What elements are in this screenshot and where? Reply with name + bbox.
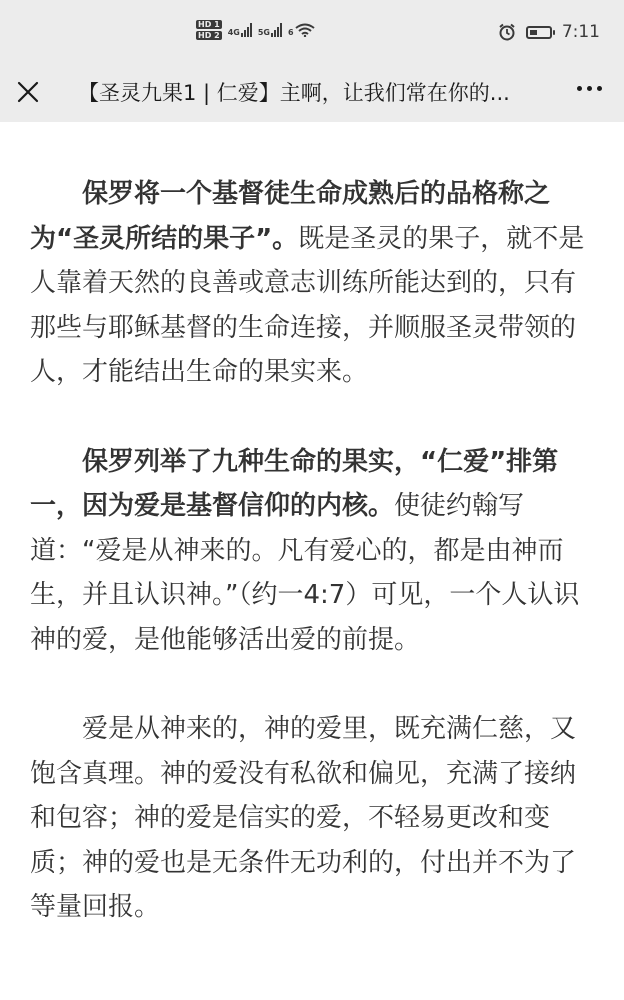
hd-badges <box>196 20 222 40</box>
status-bar <box>0 0 624 66</box>
more-options-button[interactable] <box>577 86 602 91</box>
signal-5g-icon <box>258 23 282 37</box>
status-left-icons <box>196 20 315 40</box>
page-title: 【圣灵九果1 | 仁爱】主啊，让我们常在你的... <box>78 81 510 105</box>
status-right-icons <box>498 22 600 42</box>
paragraph-2-bold: 保罗列举了九种生命的果实，“仁爱”排第一，因为爱是基督信仰的内核。 <box>30 446 559 521</box>
wifi-badge: 6 <box>287 28 294 37</box>
article-body <box>30 172 600 975</box>
wifi-icon <box>288 23 315 37</box>
paragraph-2-text: 使徒约翰写道：“爱是从神来的。凡有爱心的，都是由神而生，并且认识神。”（约一4:7）可见，一个人认识神的爱，是他能够活出爱的前提。 <box>30 491 580 655</box>
nav-bar <box>0 66 624 122</box>
paragraph-1 <box>30 172 600 395</box>
hd2-badge: HD 2 <box>198 31 220 40</box>
net1-label: 4G <box>227 28 240 37</box>
paragraph-2 <box>30 440 600 663</box>
more-dot-icon <box>577 86 582 91</box>
battery-icon <box>526 26 552 39</box>
more-dot-icon <box>587 86 592 91</box>
alarm-icon <box>498 23 516 41</box>
net2-label: 5G <box>257 28 270 37</box>
close-button[interactable] <box>14 78 42 106</box>
close-icon <box>14 78 42 106</box>
paragraph-3 <box>30 707 600 930</box>
paragraph-3-text: 爱是从神来的，神的爱里，既充满仁慈，又饱含真理。神的爱没有私欲和偏见，充满了接纳和包容；神的爱是信实的爱，不轻易更改和变质；神的爱也是无条件无功利的，付出并不为了等量回报。 <box>30 714 577 922</box>
status-time: 7:11 <box>561 22 600 42</box>
paragraph-1-text: 既是圣灵的果子，就不是人靠着天然的良善或意志训练所能达到的，只有那些与耶稣基督的生命连接，并顺服圣灵带领的人，才能结出生命的果实来。 <box>30 223 585 387</box>
paragraph-1-bold: 保罗将一个基督徒生命成熟后的品格称之为“圣灵所结的果子”。 <box>30 179 551 254</box>
more-dot-icon <box>597 86 602 91</box>
hd1-badge: HD 1 <box>198 20 220 29</box>
signal-4g-icon <box>228 23 252 37</box>
